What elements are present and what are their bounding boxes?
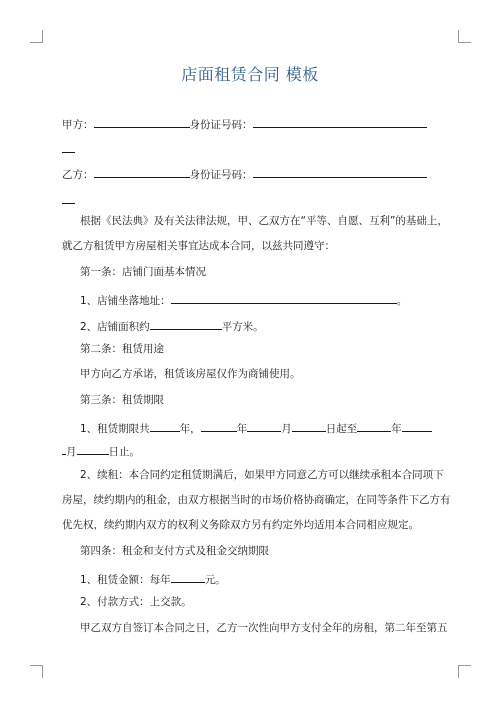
shop-area-line xyxy=(80,318,264,334)
party-a-id-blank[interactable] xyxy=(253,116,427,128)
end-month-unit: 月 xyxy=(66,446,77,458)
end-month-blank[interactable] xyxy=(77,443,109,455)
lease-term-line-2 xyxy=(62,443,140,459)
article-2-heading: 第二条：租赁用途 xyxy=(80,343,164,355)
intro-line-2: 就乙方租赁甲方房屋相关事宜达成本合同，以兹共同遵守： xyxy=(62,240,335,252)
corner-mark-bottom-left xyxy=(30,665,43,678)
article-2-text: 甲方向乙方承诺，租赁该房屋仅作为商铺使用。 xyxy=(80,368,301,380)
party-b-id-blank[interactable] xyxy=(253,166,427,178)
lease-years-blank[interactable] xyxy=(150,420,180,432)
party-b-name-blank[interactable] xyxy=(94,166,190,178)
start-day-blank[interactable] xyxy=(292,420,326,432)
party-a-continuation xyxy=(62,141,75,157)
renewal-line-3: 优先权，续约期内双方的权利义务除双方另有约定外均适用本合同相应规定。 xyxy=(62,519,419,531)
end-year-blank-cont[interactable] xyxy=(402,420,432,432)
start-year-unit: 年 xyxy=(236,423,248,435)
rent-amount-label: 1、租赁金额：每年 xyxy=(80,574,171,586)
shop-address-blank[interactable] xyxy=(171,292,397,304)
article-1-heading: 第一条：店铺门面基本情况 xyxy=(80,266,206,278)
shop-area-label: 2、店铺面积约 xyxy=(80,321,150,333)
party-a-label: 甲方： xyxy=(62,119,94,131)
party-b-id-blank-cont[interactable] xyxy=(62,192,75,204)
renewal-line-2: 房屋，续约期内的租金，由双方根据当时的市场价格协商确定，在同等条件下乙方有 xyxy=(62,494,451,506)
party-b-id-label: 身份证号码： xyxy=(189,169,253,181)
end-day-unit: 日止。 xyxy=(108,446,140,458)
shop-address-end: 。 xyxy=(396,295,408,307)
corner-mark-bottom-right xyxy=(458,665,471,678)
intro-line-1: 根据《民法典》及有关法律法规，甲、乙双方在“平等、自愿、互利”的基础上， xyxy=(80,215,448,227)
start-month-unit: 月 xyxy=(281,423,292,435)
start-month-blank[interactable] xyxy=(247,420,281,432)
document-title: 店面租赁合同 模板 xyxy=(181,65,319,84)
party-b-continuation xyxy=(62,192,75,208)
rent-amount-unit: 元。 xyxy=(204,574,226,586)
article-3-heading: 第三条：租赁期限 xyxy=(80,394,164,406)
end-year-blank[interactable] xyxy=(357,420,391,432)
corner-mark-top-left xyxy=(30,30,43,43)
lease-years-unit: 年， xyxy=(179,423,201,435)
party-a-name-blank[interactable] xyxy=(94,116,190,128)
rent-amount-blank[interactable] xyxy=(171,571,205,583)
article-4-heading: 第四条：租金和支付方式及租金交纳期限 xyxy=(80,545,269,557)
end-year-unit: 年 xyxy=(391,423,402,435)
shop-area-blank[interactable] xyxy=(150,318,222,330)
payment-method-line: 2、付款方式：上交款。 xyxy=(80,596,192,608)
payment-terms-line: 甲乙双方自签订本合同之日，乙方一次性向甲方支付全年的房租，第二年至第五 xyxy=(80,622,448,634)
shop-address-line xyxy=(80,292,407,308)
start-day-unit: 日起至 xyxy=(325,423,358,435)
rent-amount-line xyxy=(80,571,226,587)
renewal-line-1: 2、续租：本合同约定租赁期满后，如果甲方同意乙方可以继续承租本合同项下 xyxy=(80,469,444,481)
lease-term-label: 1、租赁期限共 xyxy=(80,423,150,435)
start-year-blank[interactable] xyxy=(201,420,237,432)
party-a-id-label: 身份证号码： xyxy=(189,119,253,131)
party-b-label: 乙方： xyxy=(62,169,94,181)
shop-area-unit: 平方米。 xyxy=(221,321,264,333)
party-a-id-blank-cont[interactable] xyxy=(62,141,75,153)
lease-term-line xyxy=(80,420,432,436)
shop-address-label: 1、店铺坐落地址： xyxy=(80,295,171,307)
party-b-line xyxy=(62,166,427,182)
corner-mark-top-right xyxy=(458,30,471,43)
party-a-line xyxy=(62,116,427,132)
